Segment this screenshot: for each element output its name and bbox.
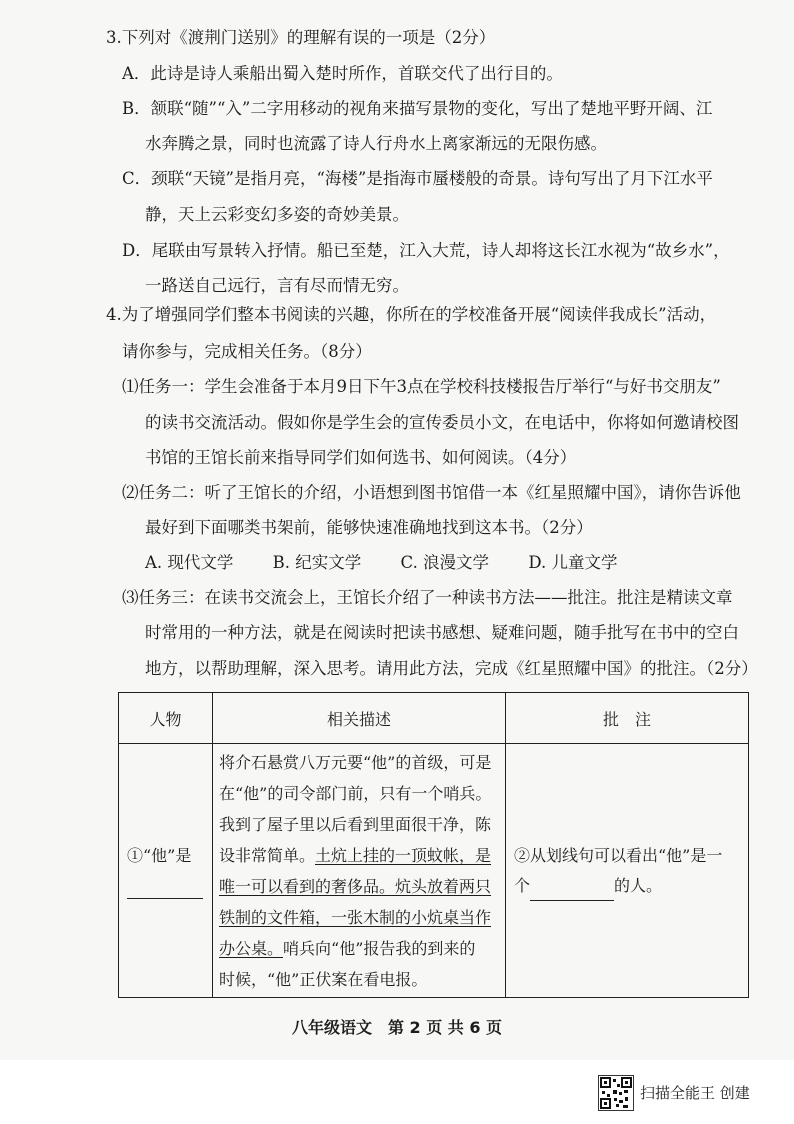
person-cell — [119, 744, 213, 998]
header-description: 相关描述 — [213, 693, 506, 744]
header-annotation: 批 注 — [506, 693, 749, 744]
desc-line: 办公桌。哨兵向“他”报告我的到来的 — [219, 938, 476, 958]
q4-task1-line1: ⑴任务一：学生会准备于本月9日下午3点在学校科技楼报告厅举行“与好书交朋友” — [122, 377, 721, 396]
desc-line: 在“他”的司令部门前，只有一个哨兵。 — [219, 783, 492, 803]
q3-option-c-line1: C．颈联“天镜”是指月亮，“海楼”是指海市蜃楼般的奇景。诗句写出了月下江水平 — [122, 169, 713, 188]
underlined-sentence: 唯一可以看到的奢侈品。 — [219, 876, 396, 896]
annotation-cell — [506, 744, 749, 998]
desc-line — [213, 871, 505, 902]
q4-task2-line1: ⑵任务二：听了王馆长的介绍，小语想到图书馆借一本《红星照耀中国》，请你告诉他 — [122, 483, 741, 502]
q4-task3-line3: 地方，以帮助理解，深入思考。请用此方法，完成《红星照耀中国》的批注。（2分） — [145, 659, 758, 678]
annotation-table — [118, 692, 749, 998]
q4-task2-line2: 最好到下面哪类书架前，能够快速准确地找到这本书。（2分） — [145, 518, 593, 537]
desc-line: 我到了屋子里以后看到里面很干净，陈 — [219, 814, 492, 834]
q3-option-d-line2: 一路送自己远行，言有尽而情无穷。 — [145, 276, 409, 295]
table-row — [119, 744, 749, 998]
option-a: A. 现代文学 — [145, 553, 234, 572]
option-b: B. 纪实文学 — [272, 553, 362, 572]
option-d: D. 儿童文学 — [528, 553, 618, 572]
desc-line: 将介石悬赏八万元要“他”的首级，可是 — [219, 752, 492, 772]
underlined-sentence: 土炕上挂的一顶蚊帐，是 — [315, 845, 492, 865]
underlined-sentence: 铁制的文件箱，一张木制的小炕桌当作 — [219, 907, 492, 927]
q3-option-c-line2: 静，天上云彩变幻多姿的奇妙美景。 — [145, 205, 409, 224]
annotation-line1: ②从划线句可以看出“他”是一 — [514, 845, 723, 865]
q4-stem-line1: 4.为了增强同学们整本书阅读的兴趣，你所在的学校准备开展“阅读伴我成长”活动， — [106, 305, 717, 324]
q4-task2-options — [145, 552, 651, 574]
person-answer-blank[interactable] — [127, 880, 203, 899]
q3-option-b-line1: B．颔联“随”“入”二字用移动的视角来描写景物的变化，写出了楚地平野开阔、江 — [122, 99, 713, 118]
page-footer: 八年级语文 第 2 页 共 6 页 — [291, 1018, 503, 1037]
q4-task3-line1: ⑶任务三：在读书交流会上，王馆长介绍了一种读书方法——批注。批注是精读文章 — [122, 588, 733, 607]
option-c: C. 浪漫文学 — [400, 553, 490, 572]
desc-line: 时候，“他”正伏案在看电报。 — [219, 969, 428, 989]
underlined-sentence: 办公桌。 — [219, 938, 284, 958]
annotation-line2: 个 的人。 — [514, 871, 740, 901]
q4-task3-line2: 时常用的一种方法，就是在阅读时把读书感想、疑难问题，随手批写在书中的空白 — [145, 623, 739, 642]
desc-line — [213, 902, 505, 933]
q4-task1-line3: 书馆的王馆长前来指导同学们如何选书、如何阅读。（4分） — [145, 448, 577, 467]
table-header-row — [119, 693, 749, 744]
underlined-sentence: 炕头放着两只 — [395, 876, 492, 896]
desc-line: 设非常简单。土炕上挂的一顶蚊帐，是 — [219, 845, 492, 865]
header-person: 人物 — [119, 693, 213, 744]
description-cell — [213, 744, 506, 998]
q4-task1-line2: 的读书交流活动。假如你是学生会的宣传委员小文，在电话中，你将如何邀请校图 — [145, 413, 739, 432]
q3-option-d-line1: D．尾联由写景转入抒情。船已至楚，江入大荒，诗人却将这长江水视为“故乡水”， — [122, 241, 730, 260]
q4-stem-line2: 请你参与，完成相关任务。（8分） — [122, 342, 372, 361]
person-label: ①“他”是 — [127, 845, 192, 865]
annotation-answer-blank[interactable] — [530, 880, 614, 901]
scanner-watermark: 扫描全能王 创建 — [640, 1084, 750, 1102]
qr-code-icon — [598, 1075, 634, 1111]
q3-option-a: A．此诗是诗人乘船出蜀入楚时所作，首联交代了出行目的。 — [122, 64, 563, 83]
q3-stem: 3.下列对《渡荆门送别》的理解有误的一项是（2分） — [106, 28, 496, 47]
q3-option-b-line2: 水奔腾之景，同时也流露了诗人行舟水上离家渐远的无限伤感。 — [145, 134, 607, 153]
